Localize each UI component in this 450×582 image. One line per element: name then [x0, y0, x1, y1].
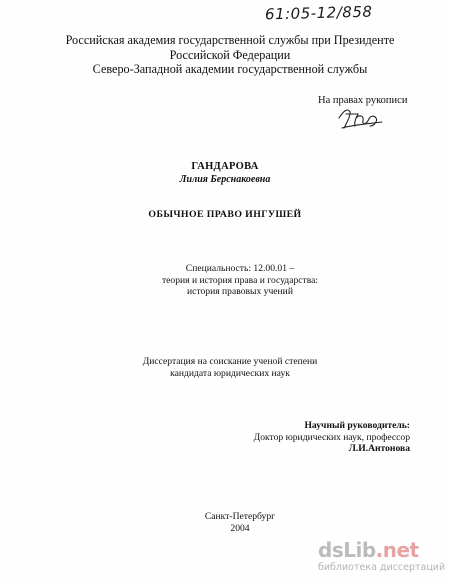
author-surname: ГАНДАРОВА: [191, 161, 259, 172]
specialty-block: [150, 263, 330, 298]
degree-block: [130, 356, 330, 379]
institution-line-2: Российской Федерации: [169, 47, 291, 62]
city: Санкт-Петербург: [204, 511, 276, 522]
supervisor-credentials: Доктор юридических наук, профессор: [253, 431, 410, 443]
place-and-year: [150, 511, 330, 534]
dslib-logo-domain: .net: [375, 538, 419, 562]
specialty-line-3: история правовых учений: [187, 286, 293, 297]
year: 2004: [230, 522, 250, 534]
dslib-logo: [318, 538, 419, 562]
dslib-caption: библиотека диссертаций: [318, 562, 446, 573]
author-given-names: Лилия Берснакоевна: [179, 173, 271, 185]
specialty-line-1: Специальность: 12.00.01 –: [185, 263, 295, 274]
author-block: [0, 161, 450, 186]
degree-line-2: кандидата юридических наук: [170, 367, 290, 379]
handwritten-signature: [336, 104, 384, 137]
supervisor-heading: Научный руководитель:: [304, 420, 410, 431]
supervisor-name: Л.И.Антонова: [348, 443, 410, 454]
dissertation-title: ОБЫЧНОЕ ПРАВО ИНГУШЕЙ: [148, 209, 302, 220]
institution-line-1: Российская академия государственной службы при Президенте: [65, 33, 395, 47]
degree-line-1: Диссертация на соискание ученой степени: [142, 356, 318, 367]
handwritten-catalog-code: 61:05-12/858: [264, 2, 373, 24]
dslib-watermark: [318, 538, 446, 580]
institution-header: [60, 33, 400, 77]
supervisor-block: [230, 420, 410, 455]
dslib-logo-name: dsLib: [318, 538, 376, 562]
manuscript-rights-note: На правах рукописи: [318, 95, 408, 106]
specialty-line-2: теория и история права и государства:: [161, 274, 319, 286]
institution-line-3: Северо-Западной академии государственной службы: [92, 62, 368, 76]
